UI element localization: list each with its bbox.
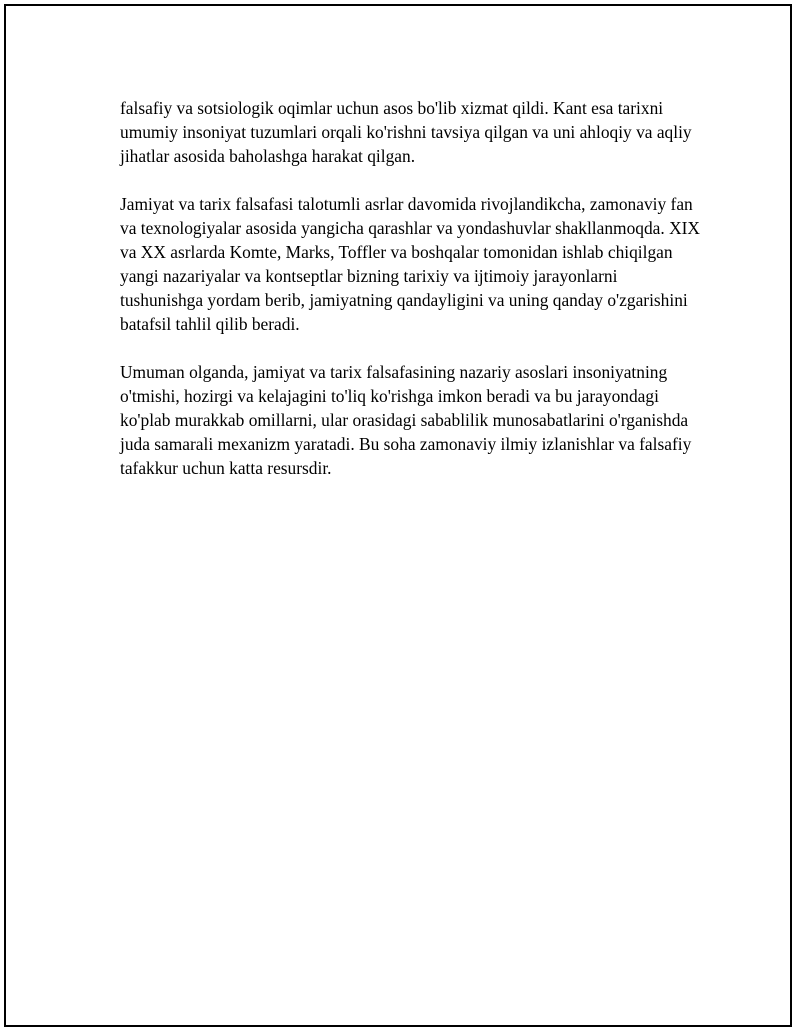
document-body [120, 96, 700, 504]
paragraph-3: Umuman olganda, jamiyat va tarix falsafasining nazariy asoslari insoniyatning o'tmishi, hozirgi va kelajagini to'liq ko'rishga imkon beradi va bu jarayondagi ko'plab murakkab omillarni, ular orasidagi sabablilik munosabatlarini o'rganishda juda samarali mexanizm yaratadi. Bu soha zamonaviy ilmiy izlanishlar va falsafiy tafakkur uchun katta resursdir. [120, 362, 692, 478]
paragraph-2: Jamiyat va tarix falsafasi talotumli asrlar davomida rivojlandikcha, zamonaviy fan va texnologiyalar asosida yangicha qarashlar va yondashuvlar shakllanmoqda. XIX va XX asrlarda Komte, Marks, Toffler va boshqalar tomonidan ishlab chiqilgan yangi nazariyalar va kontseptlar bizning tarixiy va ijtimoiy jarayonlarni tushunishga yordam berib, jamiyatning qandayligini va uning qanday o'zgarishini batafsil tahlil qilib beradi. [120, 194, 700, 334]
paragraph-1: falsafiy va sotsiologik oqimlar uchun asos bo'lib xizmat qildi. Kant esa tarixni umumiy insoniyat tuzumlari orqali ko'rishni tavsiya qilgan va uni ahloqiy va aqliy jihatlar asosida baholashga harakat qilgan. [120, 98, 692, 166]
document-page [4, 4, 792, 1027]
